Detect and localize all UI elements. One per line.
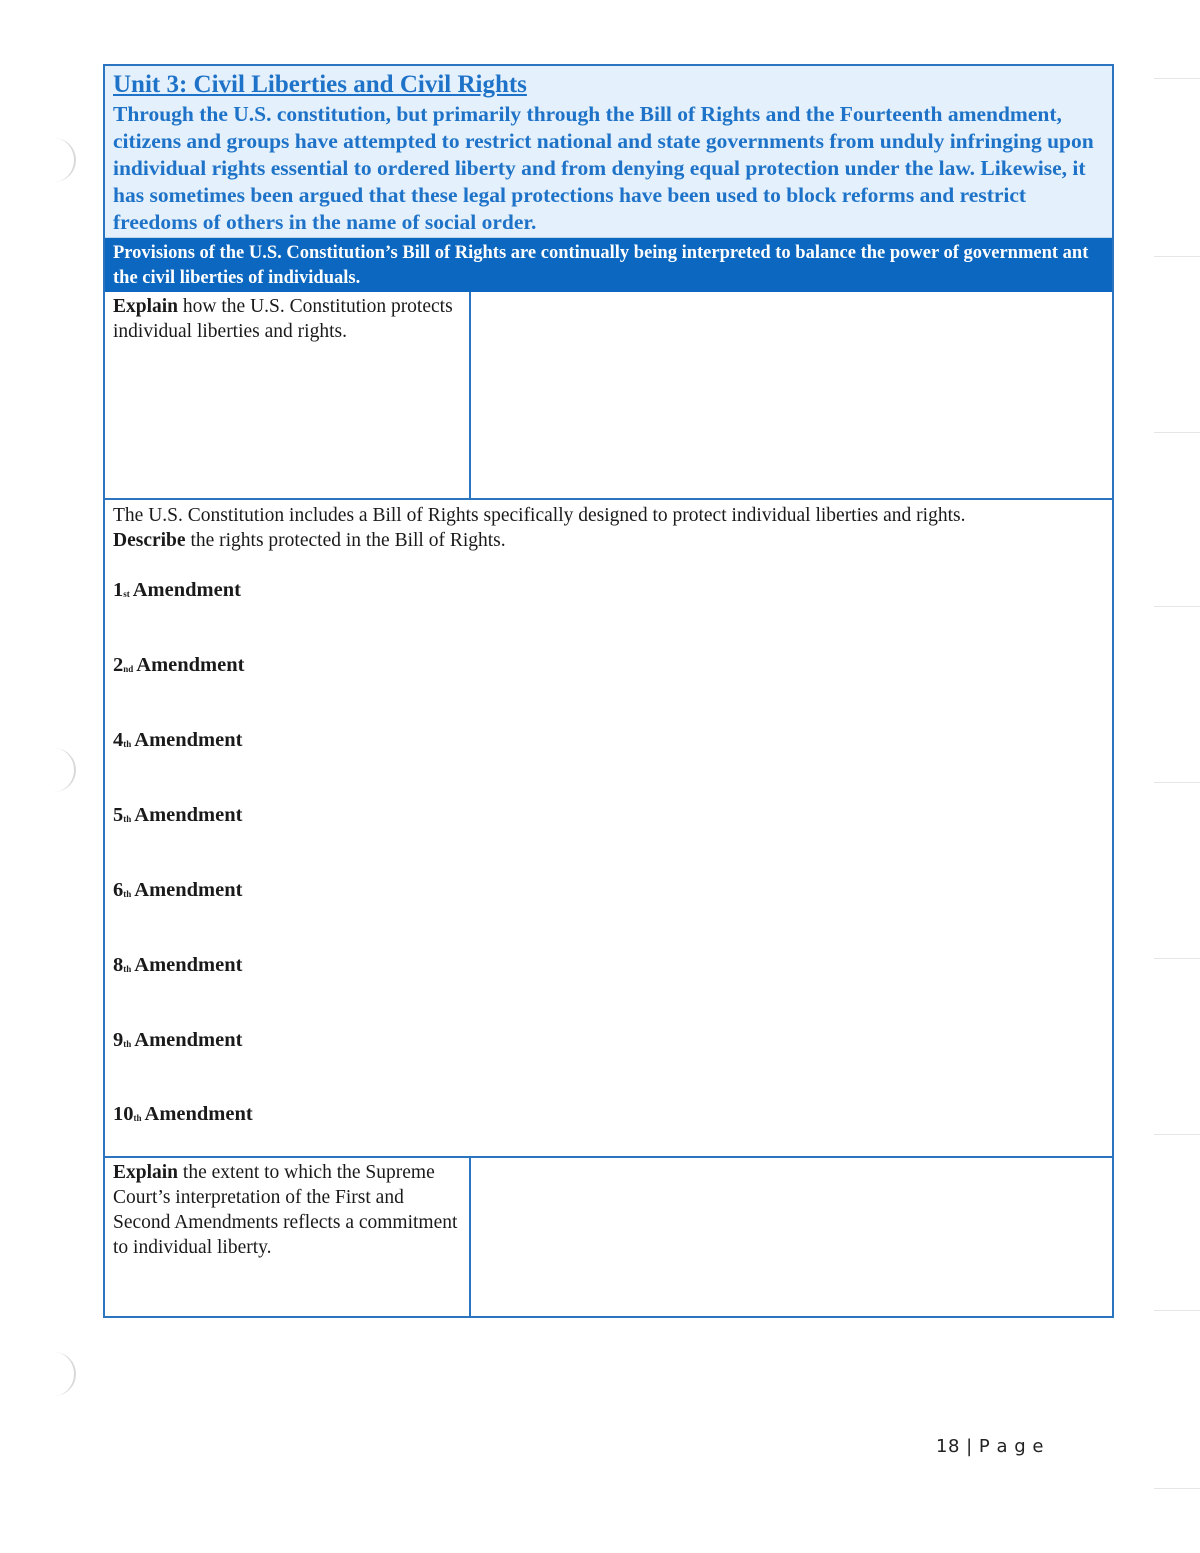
- bill-of-rights-section: [105, 500, 1112, 1158]
- prompt-text: the extent to which the Supreme Court’s interpretation of the First and Second Amendments reflects a commitment to individual liberty.: [113, 1162, 458, 1258]
- unit-description: Through the U.S. constitution, but primarily through the Bill of Rights and the Fourteenth amendment, citizens and groups have attempted to restrict national and state governments from unduly infringing upon individual rights essential to ordered liberty and from denying equal protection under the law. Likewise, it has sometimes been argued that these legal protections have been used to block reforms and restrict freedoms of others in the name of social order.: [113, 102, 1094, 234]
- margin-tick: [1154, 1134, 1200, 1135]
- unit-title: Unit 3: Civil Liberties and Civil Rights: [113, 71, 527, 98]
- margin-tick: [1154, 256, 1200, 257]
- prompt-verb: Describe: [113, 530, 186, 551]
- margin-tick: [1154, 1310, 1200, 1311]
- margin-tick: [1154, 782, 1200, 783]
- section-intro: The U.S. Constitution includes a Bill of Rights specifically designed to protect individual liberties and rights.: [113, 505, 966, 526]
- answer-area[interactable]: [471, 292, 1112, 498]
- amendment-label: 10th Amendment: [113, 1103, 253, 1125]
- question-prompt: [105, 1158, 471, 1318]
- margin-tick: [1154, 958, 1200, 959]
- punch-hole-mark: [34, 748, 76, 792]
- worksheet: [103, 64, 1114, 1318]
- amendment-label: 9th Amendment: [113, 1029, 243, 1051]
- margin-tick: [1154, 606, 1200, 607]
- amendment-label: 2nd Amendment: [113, 654, 245, 676]
- question-prompt: [105, 292, 471, 498]
- section-instructions: [113, 503, 1104, 553]
- amendment-label: 1st Amendment: [113, 579, 241, 601]
- question-row-supreme-court: [105, 1158, 1112, 1318]
- amendment-label: 6th Amendment: [113, 879, 243, 901]
- amendment-label: 4th Amendment: [113, 729, 243, 751]
- margin-tick: [1154, 1488, 1200, 1489]
- enduring-understanding-banner: Provisions of the U.S. Constitution’s Bill of Rights are continually being interpreted to balance the power of government ant the civil liberties of individuals.: [105, 238, 1112, 292]
- answer-area[interactable]: [471, 1158, 1112, 1318]
- prompt-text: how the U.S. Constitution protects individual liberties and rights.: [113, 296, 453, 342]
- unit-header: [105, 66, 1112, 238]
- margin-tick: [1154, 432, 1200, 433]
- punch-hole-mark: [34, 1352, 76, 1396]
- prompt-verb: Explain: [113, 296, 179, 317]
- amendment-label: 5th Amendment: [113, 804, 243, 826]
- punch-hole-mark: [34, 138, 76, 182]
- margin-tick: [1154, 78, 1200, 79]
- prompt-verb: Explain: [113, 1162, 179, 1183]
- prompt-text: the rights protected in the Bill of Rights.: [185, 530, 506, 551]
- page-number: 18 | P a g e: [936, 1436, 1044, 1457]
- amendment-label: 8th Amendment: [113, 954, 243, 976]
- question-row-constitution: [105, 292, 1112, 500]
